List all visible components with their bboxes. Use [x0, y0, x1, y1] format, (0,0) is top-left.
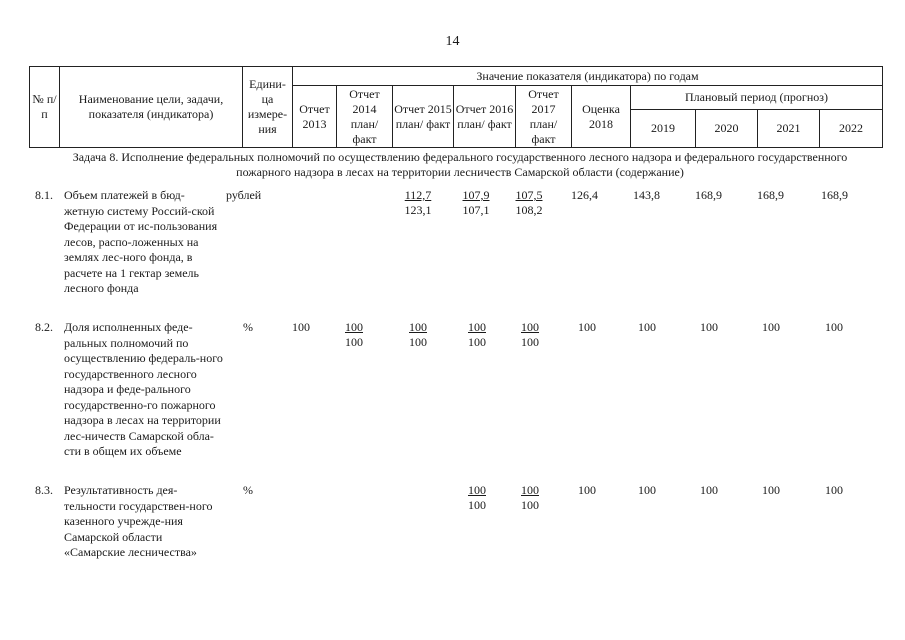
fact-value: 100: [521, 498, 539, 512]
page-number: 14: [445, 34, 460, 49]
fact-value: 100: [345, 335, 363, 349]
value-2014: [339, 320, 369, 350]
value-2021: 100: [762, 483, 780, 497]
fact-value: 100: [468, 335, 486, 349]
plan-value: 100: [345, 320, 363, 334]
plan-value: 112,7: [404, 188, 432, 202]
header-2020: 2020: [696, 110, 758, 148]
value-2015: [403, 320, 433, 350]
fact-value: 100: [521, 335, 539, 349]
task-title: Задача 8. Исполнение федеральных полномочий по осуществлению федерального государственного лесного надзора и федерального государственного пожарного надзора в лесах на территории лесничеств Самарской области (содержание): [72, 150, 848, 179]
fact-value: 100: [409, 335, 427, 349]
header-num: № п/п: [30, 67, 60, 148]
header-unit: Едини-ца измере-ния: [243, 67, 293, 148]
header-report-2017: Отчет 2017 план/ факт: [516, 86, 572, 148]
value-2019: 143,8: [633, 188, 660, 202]
value-2017: [515, 483, 545, 513]
header-report-2016: Отчет 2016 план/ факт: [454, 86, 516, 148]
row-name: Доля исполненных феде-ральных полномочий по осуществлению федераль-ного государственного лесного надзора и феде-рального государственно-го пожарного надзора в лесах на территории лес-ничеств Самарской обла-сти в общем их объеме: [64, 320, 223, 458]
value-2018: 100: [578, 483, 596, 497]
plan-value: 100: [468, 320, 486, 334]
value-2018: 100: [578, 320, 596, 334]
plan-value: 100: [521, 483, 539, 497]
row-unit: %: [243, 320, 253, 334]
table-header: [29, 66, 883, 148]
value-2022: 100: [825, 483, 843, 497]
value-2020: 100: [700, 320, 718, 334]
value-2021: 168,9: [757, 188, 784, 202]
header-report-2013: Отчет 2013: [293, 86, 337, 148]
row-number: 8.2.: [35, 320, 53, 334]
value-2016: [458, 188, 494, 218]
fact-value: 108,2: [515, 203, 543, 217]
fact-value: 100: [468, 498, 486, 512]
value-2020: 168,9: [695, 188, 722, 202]
value-2016: [462, 483, 492, 513]
header-planned-period: Плановый период (прогноз): [631, 86, 883, 110]
value-2021: 100: [762, 320, 780, 334]
header-name: Наименование цели, задачи, показателя (индикатора): [60, 67, 243, 148]
plan-value: 100: [468, 483, 486, 497]
header-2022: 2022: [820, 110, 883, 148]
row-name: Объем платежей в бюд-жетную систему Россий-ской Федерации от ис-пользования лесов, распо-ложенных на землях лес-ного фонда, в расчете на 1 гектар земель лесного фонда: [64, 188, 218, 295]
header-2019: 2019: [631, 110, 696, 148]
value-2019: 100: [638, 483, 656, 497]
value-2017: [511, 188, 547, 218]
value-2017: [515, 320, 545, 350]
row-name: Результативность дея-тельности государствен-ного казенного учрежде-ния Самарской области «Самарские лесничества»: [64, 483, 213, 559]
value-2020: 100: [700, 483, 718, 497]
row-number: 8.3.: [35, 483, 53, 497]
header-report-2015: Отчет 2015 план/ факт: [393, 86, 454, 148]
header-report-2014: Отчет 2014 план/ факт: [337, 86, 393, 148]
plan-value: 100: [521, 320, 539, 334]
header-values-by-year: Значение показателя (индикатора) по годам: [293, 67, 883, 86]
value-2022: 168,9: [821, 188, 848, 202]
value-2015: [400, 188, 436, 218]
value-2022: 100: [825, 320, 843, 334]
plan-value: 107,5: [515, 188, 543, 202]
fact-value: 123,1: [404, 203, 432, 217]
row-number: 8.1.: [35, 188, 53, 202]
value-2018: 126,4: [571, 188, 598, 202]
header-2021: 2021: [758, 110, 820, 148]
plan-value: 100: [409, 320, 427, 334]
row-unit: рублей: [226, 188, 262, 202]
row-unit: %: [243, 483, 253, 497]
value-2019: 100: [638, 320, 656, 334]
plan-value: 107,9: [462, 188, 490, 202]
value-2013: 100: [292, 320, 310, 334]
value-2016: [462, 320, 492, 350]
fact-value: 107,1: [462, 203, 490, 217]
header-estimate-2018: Оценка 2018: [572, 86, 631, 148]
